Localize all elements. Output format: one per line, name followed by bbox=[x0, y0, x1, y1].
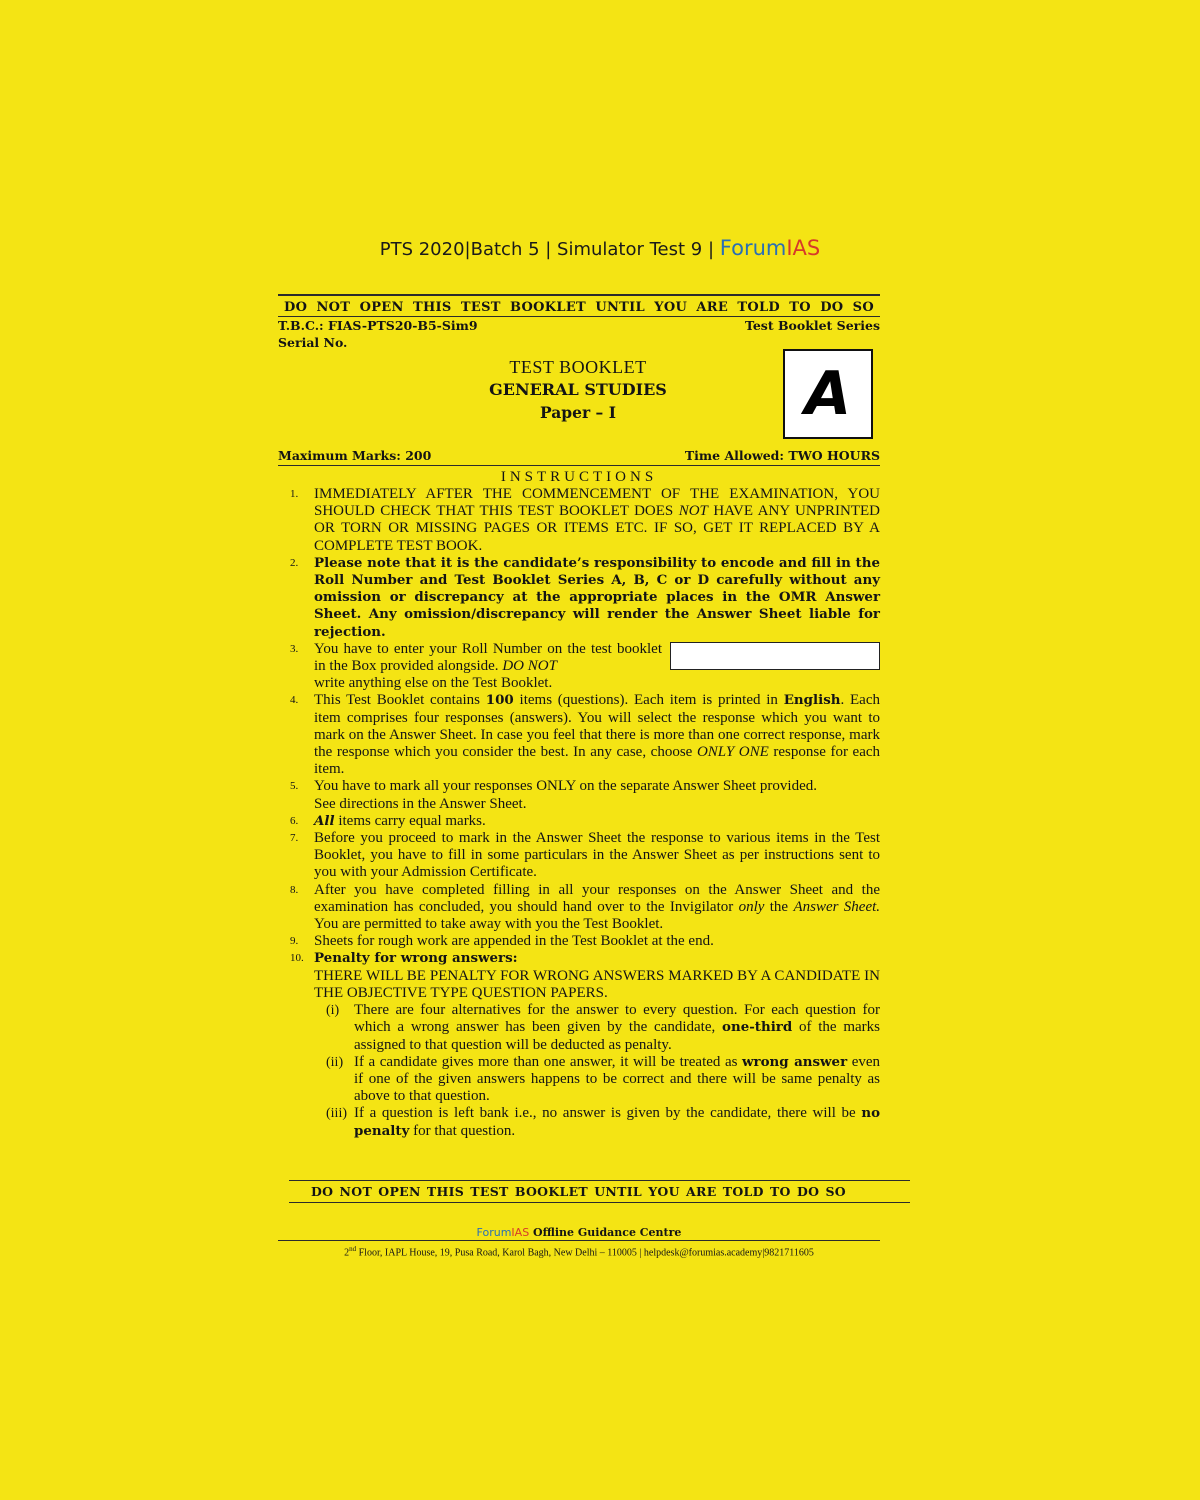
booklet-title-block bbox=[458, 357, 698, 422]
item-text: items (questions). Each item is printed in bbox=[519, 692, 778, 709]
booklet-title: TEST BOOKLET bbox=[509, 357, 647, 377]
item-number: 6. bbox=[290, 814, 299, 827]
item-text: items carry equal marks. bbox=[338, 812, 486, 829]
item-text: HAVE ANY UNPRINTED OR TORN OR MISSING PAGES OR ITEMS ETC. IF SO, GET IT REPLACED BY A COMPLETE TEST BOOK. bbox=[314, 503, 881, 554]
item-text: This Test Booklet contains bbox=[314, 692, 481, 709]
footer-title bbox=[278, 1226, 880, 1240]
item-bold: Penalty for wrong answers: bbox=[314, 950, 518, 967]
item-number: 7. bbox=[290, 832, 299, 845]
item-bold: no penalty bbox=[354, 1105, 880, 1139]
footer-rule bbox=[278, 1240, 880, 1241]
subitem-number: (i) bbox=[326, 1003, 340, 1019]
item-emphasis: ONLY ONE bbox=[696, 744, 769, 761]
item-number: 9. bbox=[290, 935, 299, 948]
footer-brand-forum: Forum bbox=[476, 1226, 512, 1239]
item-number: 2. bbox=[290, 556, 299, 569]
instruction-item bbox=[278, 486, 880, 555]
instruction-item bbox=[278, 933, 880, 950]
instruction-item bbox=[278, 778, 880, 812]
item-text: IMMEDIATELY AFTER THE COMMENCEMENT OF THE EXAMINATION, YOU SHOULD CHECK THAT THIS TEST BOOKLET DOES bbox=[314, 486, 880, 520]
header-title: PTS 2020|Batch 5 | Simulator Test 9 | bbox=[379, 239, 715, 260]
item-text: You are permitted to take away with you the Test Booklet. bbox=[314, 916, 664, 933]
marks-row bbox=[278, 447, 880, 465]
instruction-item bbox=[278, 950, 880, 1139]
subitem-number: (ii) bbox=[326, 1054, 344, 1070]
item-text: If a question is left bank i.e., no answer is given by the candidate, there will be bbox=[354, 1105, 856, 1122]
booklet-subject: GENERAL STUDIES bbox=[489, 380, 667, 399]
bottom-rule-bottom bbox=[289, 1202, 910, 1203]
item-text: Please note that it is the candidate’s responsibility to encode and fill in the Roll Number and Test Booklet Series A, B, C or D carefully without any omission or discrepancy at the appropriate places in the OMR Answer Sheet. Any omission/discrepancy will render the Answer Sheet liable for rejection. bbox=[314, 554, 880, 640]
floor-number: 2 bbox=[344, 1247, 350, 1259]
instruction-item bbox=[278, 813, 880, 830]
item-emphasis: only bbox=[738, 898, 765, 915]
bottom-rule-top bbox=[289, 1180, 910, 1181]
penalty-subitem bbox=[314, 1002, 880, 1054]
instruction-item bbox=[278, 830, 880, 882]
item-text: THERE WILL BE PENALTY FOR WRONG ANSWERS MARKED BY A CANDIDATE IN THE OBJECTIVE TYPE QUESTION PAPERS. bbox=[314, 967, 880, 1001]
brand-ias-text: IAS bbox=[786, 236, 821, 260]
footer-centre: Offline Guidance Centre bbox=[529, 1226, 682, 1239]
footer bbox=[278, 1226, 880, 1259]
item-number: 5. bbox=[290, 780, 299, 793]
item-number: 4. bbox=[290, 694, 299, 707]
booklet-paper: Paper – I bbox=[540, 403, 616, 422]
item-text: . Each item comprises four responses (answers). You will select the response which you want to mark on the Answer Sheet. In case you feel that there is more than one correct response, mark the response which you consider the best. In any case, choose bbox=[314, 692, 880, 761]
item-emphasis: Answer Sheet. bbox=[793, 898, 881, 915]
instruction-item bbox=[278, 692, 880, 778]
item-text: You have to enter your Roll Number on the test booklet in the Box provided alongside. bbox=[314, 640, 662, 675]
item-number: 10. bbox=[290, 952, 304, 965]
floor-suffix: nd bbox=[349, 1245, 357, 1253]
item-text: After you have completed filling in all your responses on the Answer Sheet and the examination has concluded, you should hand over to the Invigilator bbox=[314, 881, 880, 915]
series-letter-box: A bbox=[783, 349, 873, 439]
item-text: If a candidate gives more than one answer, it will be treated as bbox=[354, 1053, 738, 1070]
booklet-cover bbox=[278, 294, 880, 1140]
item-emphasis: NOT bbox=[678, 503, 708, 520]
instruction-item bbox=[278, 882, 880, 934]
tbc-code: T.B.C.: FIAS-PTS20-B5-Sim9 bbox=[278, 318, 478, 333]
time-allowed: Time Allowed: TWO HOURS bbox=[684, 448, 880, 463]
bottom-warning-block bbox=[289, 1180, 910, 1203]
item-number: 8. bbox=[290, 883, 299, 896]
item-text: even if one of the given answers happens to be correct and there will be same penalty as above to that question. bbox=[354, 1053, 881, 1105]
subitem-number: (iii) bbox=[326, 1106, 347, 1122]
series-label: Test Booklet Series bbox=[744, 318, 880, 333]
top-warning: DO NOT OPEN THIS TEST BOOKLET UNTIL YOU ARE TOLD TO DO SO bbox=[284, 300, 874, 315]
brand-forum-text: Forum bbox=[719, 236, 787, 260]
item-bold: 100 bbox=[485, 692, 514, 709]
item-text: the bbox=[769, 898, 789, 915]
instruction-item bbox=[278, 641, 880, 693]
item-text: response for each item. bbox=[314, 744, 881, 778]
item-text: You have to mark all your responses ONLY on the separate Answer Sheet provided. bbox=[314, 778, 817, 795]
footer-brand-ias: IAS bbox=[511, 1226, 530, 1239]
item-text: Sheets for rough work are appended in the Test Booklet at the end. bbox=[314, 933, 714, 950]
item-text: See directions in the Answer Sheet. bbox=[314, 795, 527, 812]
item-emphasis: DO NOT bbox=[502, 658, 557, 675]
item-number: 1. bbox=[290, 488, 299, 500]
penalty-subitem bbox=[314, 1105, 880, 1139]
item-text: for that question. bbox=[413, 1122, 516, 1139]
item-bold: one-third bbox=[722, 1019, 793, 1036]
bottom-warning: DO NOT OPEN THIS TEST BOOKLET UNTIL YOU ARE TOLD TO DO SO bbox=[311, 1184, 846, 1199]
penalty-subitem bbox=[314, 1054, 880, 1106]
instructions-list bbox=[278, 486, 880, 1140]
marks-rule bbox=[278, 465, 880, 466]
max-marks: Maximum Marks: 200 bbox=[278, 448, 432, 463]
title-area bbox=[278, 351, 880, 443]
page-header bbox=[0, 236, 1200, 260]
top-rule bbox=[278, 294, 880, 296]
footer-address bbox=[278, 1243, 880, 1259]
item-text: of the marks assigned to that question will be deducted as penalty. bbox=[354, 1019, 881, 1053]
item-number: 3. bbox=[290, 642, 299, 655]
roll-number-input-box[interactable] bbox=[670, 642, 880, 670]
penalty-sublist bbox=[314, 1002, 880, 1140]
item-emphasis: All bbox=[314, 812, 335, 829]
instructions-title: INSTRUCTIONS bbox=[500, 469, 658, 485]
item-bold: English bbox=[783, 692, 841, 709]
item-bold: wrong answer bbox=[742, 1053, 848, 1070]
item-text: write anything else on the Test Booklet. bbox=[314, 675, 553, 692]
instruction-item bbox=[278, 555, 880, 641]
item-text: Before you proceed to mark in the Answer Sheet the response to various items in the Test Booklet, you have to fill in some particulars in the Answer Sheet as per instructions sent to you with your Admission Certificate. bbox=[314, 830, 880, 881]
serial-label: Serial No. bbox=[278, 335, 348, 350]
meta-row bbox=[278, 317, 880, 334]
item-text: There are four alternatives for the answer to every question. For each question for which a wrong answer has been given by the candidate, bbox=[354, 1002, 880, 1036]
address-text: Floor, IAPL House, 19, Pusa Road, Karol Bagh, New Delhi – 110005 | helpdesk@forumias.academy|9821711605 bbox=[358, 1247, 814, 1259]
